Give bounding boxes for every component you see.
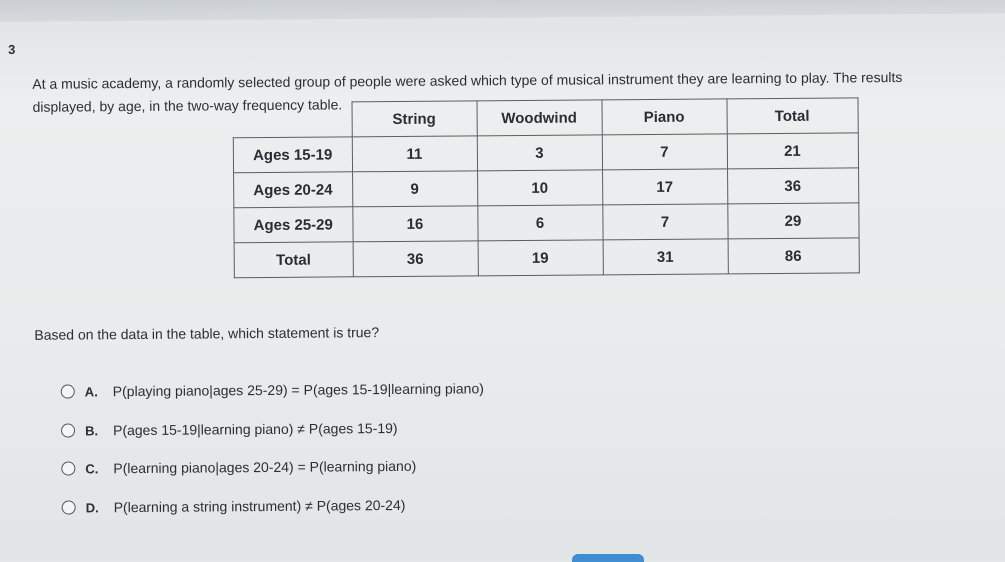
intro-line-2: displayed, by age, in the two-way frequency table.: [32, 96, 343, 115]
table-corner: [233, 102, 352, 138]
choice-c[interactable]: [61, 458, 416, 477]
column-header-string: String: [351, 101, 476, 137]
row-header: Ages 15-19: [233, 137, 352, 173]
table-cell: 29: [727, 203, 858, 239]
choice-letter: B.: [85, 422, 99, 438]
choice-letter: C.: [85, 460, 99, 476]
table-row: [233, 133, 858, 173]
table-cell: 3: [477, 135, 602, 171]
table-cell: 17: [602, 169, 727, 205]
table-header-row: [233, 98, 858, 138]
frequency-table: [232, 97, 859, 278]
table-cell: 6: [477, 205, 602, 241]
radio-button-icon[interactable]: [61, 385, 75, 399]
radio-button-icon[interactable]: [61, 424, 75, 438]
table-row: [234, 168, 859, 208]
table-cell: 9: [352, 171, 477, 207]
table-cell: 21: [727, 133, 858, 169]
question-prompt: Based on the data in the table, which statement is true?: [34, 324, 380, 343]
question-number: 3: [8, 41, 16, 58]
table-cell: 36: [727, 168, 858, 204]
choice-b[interactable]: [61, 420, 398, 439]
radio-button-icon[interactable]: [61, 462, 75, 476]
choice-a[interactable]: [61, 380, 484, 399]
choice-text: P(playing piano|ages 25-29) = P(ages 15-19|learning piano): [112, 380, 484, 400]
table-cell: 10: [477, 170, 602, 206]
choice-text: P(learning piano|ages 20-24) = P(learning piano): [113, 457, 417, 477]
table-cell: 11: [352, 136, 477, 172]
radio-button-icon[interactable]: [62, 500, 76, 514]
table-row: [234, 203, 859, 243]
row-header: Ages 25-29: [234, 207, 353, 243]
table-cell: 7: [602, 204, 727, 240]
table-cell: 19: [478, 240, 603, 276]
table-cell: 31: [603, 239, 728, 275]
choice-text: P(learning a string instrument) ≠ P(ages 20-24): [113, 496, 406, 516]
intro-line-1: At a music academy, a randomly selected group of people were asked which type of musical instrument they are learning to play. The results: [32, 68, 903, 92]
table-cell: 16: [352, 206, 477, 242]
choice-text: P(ages 15-19|learning piano) ≠ P(ages 15-19): [113, 419, 398, 439]
row-header: Total: [234, 242, 353, 278]
choice-letter: A.: [84, 383, 98, 399]
table-row: [234, 238, 859, 278]
column-header-woodwind: Woodwind: [476, 100, 601, 136]
column-header-piano: Piano: [601, 99, 726, 135]
table-cell: 36: [353, 241, 478, 277]
table-cell: 86: [728, 238, 859, 274]
row-header: Ages 20-24: [234, 172, 353, 208]
table-cell: 7: [602, 134, 727, 170]
choice-d[interactable]: [62, 497, 406, 516]
column-header-total: Total: [726, 98, 857, 134]
choice-letter: D.: [85, 499, 99, 515]
